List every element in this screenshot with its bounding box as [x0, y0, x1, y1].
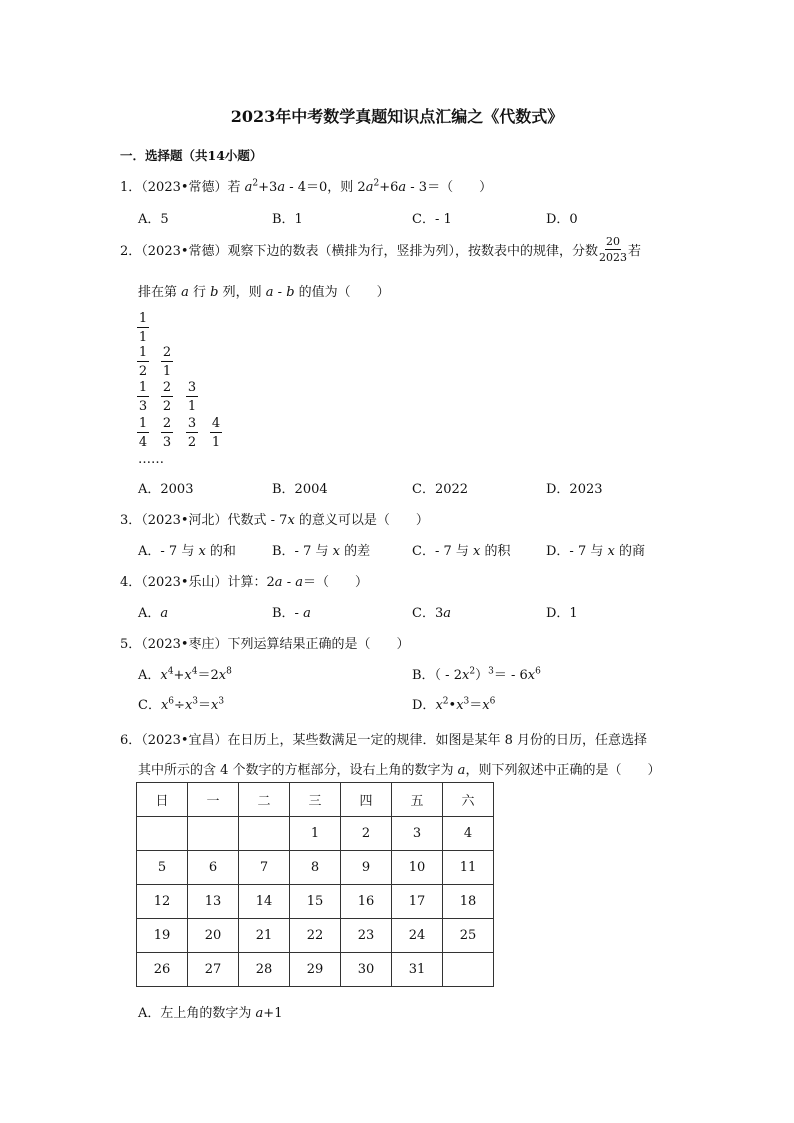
fraction-denominator: 2 [162, 399, 172, 414]
q4-option-c: C．3a [412, 606, 451, 621]
q5-option-c: C．$x^6\div x^3=x^3$ [138, 696, 225, 713]
q5-option-d: D．$x^2•x^3=x^6$ [412, 696, 496, 713]
fraction-numerator: 2 [162, 345, 172, 360]
calendar-day-cell: 20 [188, 919, 239, 953]
question-2-line-1: 2．（2023•常德）观察下边的数表（横排为行，竖排为列），按数表中的规律，分数 $\frac{20}{2023}$ 若 [120, 235, 642, 264]
calendar-day-cell: 14 [239, 885, 290, 919]
q2-option-c: C．2022 [412, 482, 469, 497]
calendar-header-row [137, 783, 494, 817]
calendar-day-cell [443, 953, 494, 987]
q4-option-a: A．a [138, 606, 169, 621]
q2-option-d: D．2023 [546, 482, 603, 497]
calendar-week-row [137, 851, 494, 885]
calendar-day-cell: 19 [137, 919, 188, 953]
fraction-denominator: 3 [138, 399, 148, 414]
calendar-day-cell: 4 [443, 817, 494, 851]
q1-option-a: A．5 [138, 212, 169, 227]
fraction-numerator: 2 [162, 380, 172, 395]
question-5: 5．（2023•枣庄）下列运算结果正确的是（ ） [120, 637, 410, 652]
calendar-weekday: 三 [290, 783, 341, 817]
calendar-week-row [137, 953, 494, 987]
fraction-denominator: 1 [138, 330, 148, 345]
calendar-day-cell: 6 [188, 851, 239, 885]
calendar-weekday: 六 [443, 783, 494, 817]
calendar-weekday: 四 [341, 783, 392, 817]
calendar-weekday: 五 [392, 783, 443, 817]
calendar-day-cell: 25 [443, 919, 494, 953]
fraction-denominator: 3 [162, 435, 172, 450]
table-fraction [210, 417, 222, 449]
fraction-numerator: 3 [187, 416, 197, 431]
calendar-day-cell: 21 [239, 919, 290, 953]
q5-option-a: A．$x^4+x^4=2x^8$ [138, 666, 232, 683]
calendar-day-cell: 9 [341, 851, 392, 885]
calendar-day-cell: 12 [137, 885, 188, 919]
table-fraction [186, 417, 198, 449]
fraction-denominator: 2 [187, 435, 197, 450]
question-3: 3．（2023•河北）代数式 - 7x 的意义可以是（ ） [120, 513, 429, 528]
fraction-denominator: 1 [162, 364, 172, 379]
table-fraction [137, 312, 149, 344]
calendar-day-cell: 28 [239, 953, 290, 987]
calendar-day-cell: 31 [392, 953, 443, 987]
q1-option-d: D．0 [546, 212, 578, 227]
calendar-day-cell: 3 [392, 817, 443, 851]
calendar-day-cell: 29 [290, 953, 341, 987]
calendar-day-cell [239, 817, 290, 851]
calendar-day-cell: 11 [443, 851, 494, 885]
calendar-week-row [137, 817, 494, 851]
question-1: 1．（2023•常德）若 $a^2+3a - 4=0$，则 $2a^2+6a - 3=$（ ） [120, 178, 493, 195]
q4-option-b: B．- a [272, 606, 311, 621]
question-4: 4．（2023•乐山）计算：2a - a＝（ ） [120, 575, 369, 590]
calendar-week-row [137, 919, 494, 953]
table-fraction [137, 346, 149, 378]
q1-option-c: C．- 1 [412, 212, 452, 227]
calendar-day-cell [137, 817, 188, 851]
calendar-day-cell: 13 [188, 885, 239, 919]
calendar-day-cell [188, 817, 239, 851]
calendar-day-cell: 22 [290, 919, 341, 953]
q5-option-b: B．（ - $2x^2)^3= - 6x^6$ [412, 666, 541, 683]
calendar-day-cell: 27 [188, 953, 239, 987]
page-title: 2023年中考数学真题知识点汇编之《代数式》 [230, 107, 564, 126]
table-fraction [137, 417, 149, 449]
fraction-numerator: 1 [138, 345, 148, 360]
fraction-20-2023: $\frac{20}{2023}$ [599, 235, 628, 264]
fraction-denominator: 1 [187, 399, 197, 414]
calendar-weekday: 二 [239, 783, 290, 817]
q3-option-a: A．- 7 与 x 的和 [138, 544, 236, 559]
calendar-day-cell: 5 [137, 851, 188, 885]
calendar-day-cell: 16 [341, 885, 392, 919]
q2-option-a: A．2003 [138, 482, 194, 497]
calendar-day-cell: 1 [290, 817, 341, 851]
q3-option-c: C．- 7 与 x 的积 [412, 544, 511, 559]
calendar-day-cell: 7 [239, 851, 290, 885]
fraction-numerator: 1 [138, 311, 148, 326]
calendar-day-cell: 15 [290, 885, 341, 919]
calendar-day-cell: 24 [392, 919, 443, 953]
calendar-day-cell: 8 [290, 851, 341, 885]
calendar-day-cell: 2 [341, 817, 392, 851]
calendar-day-cell: 23 [341, 919, 392, 953]
calendar-day-cell: 30 [341, 953, 392, 987]
fraction-denominator: 4 [138, 435, 148, 450]
q2-option-b: B．2004 [272, 482, 328, 497]
table-fraction [161, 346, 173, 378]
fraction-numerator: 2 [162, 416, 172, 431]
q4-option-d: D．1 [546, 606, 578, 621]
fraction-numerator: 4 [211, 416, 221, 431]
fraction-numerator: 1 [138, 416, 148, 431]
calendar-week-row [137, 885, 494, 919]
question-2-line-2: 排在第 a 行 b 列，则 a - b 的值为（ ） [138, 285, 390, 300]
calendar-table [136, 782, 494, 987]
q3-option-b: B．- 7 与 x 的差 [272, 544, 371, 559]
question-6-line-1: 6．（2023•宜昌）在日历上，某些数满足一定的规律．如图是某年 8 月份的日历，任意选择 [120, 733, 648, 748]
calendar-weekday: 日 [137, 783, 188, 817]
q3-option-d: D．- 7 与 x 的商 [546, 544, 645, 559]
table-fraction [161, 417, 173, 449]
calendar-weekday: 一 [188, 783, 239, 817]
section-heading: 一．选择题（共14小题） [120, 148, 263, 163]
calendar-day-cell: 18 [443, 885, 494, 919]
fraction-numerator: 1 [138, 380, 148, 395]
calendar-day-cell: 10 [392, 851, 443, 885]
q6-option-a: A．左上角的数字为 a+1 [138, 1006, 283, 1021]
fraction-denominator: 2 [138, 364, 148, 379]
q1-option-b: B．1 [272, 212, 303, 227]
table-fraction [161, 381, 173, 413]
calendar-day-cell: 26 [137, 953, 188, 987]
fraction-denominator: 1 [211, 435, 221, 450]
calendar-day-cell: 17 [392, 885, 443, 919]
table-fraction [186, 381, 198, 413]
table-fraction [137, 381, 149, 413]
question-6-line-2: 其中所示的含 4 个数字的方框部分，设右上角的数字为 a，则下列叙述中正确的是（ ） [138, 763, 661, 778]
ellipsis: …… [138, 452, 164, 467]
fraction-numerator: 3 [187, 380, 197, 395]
